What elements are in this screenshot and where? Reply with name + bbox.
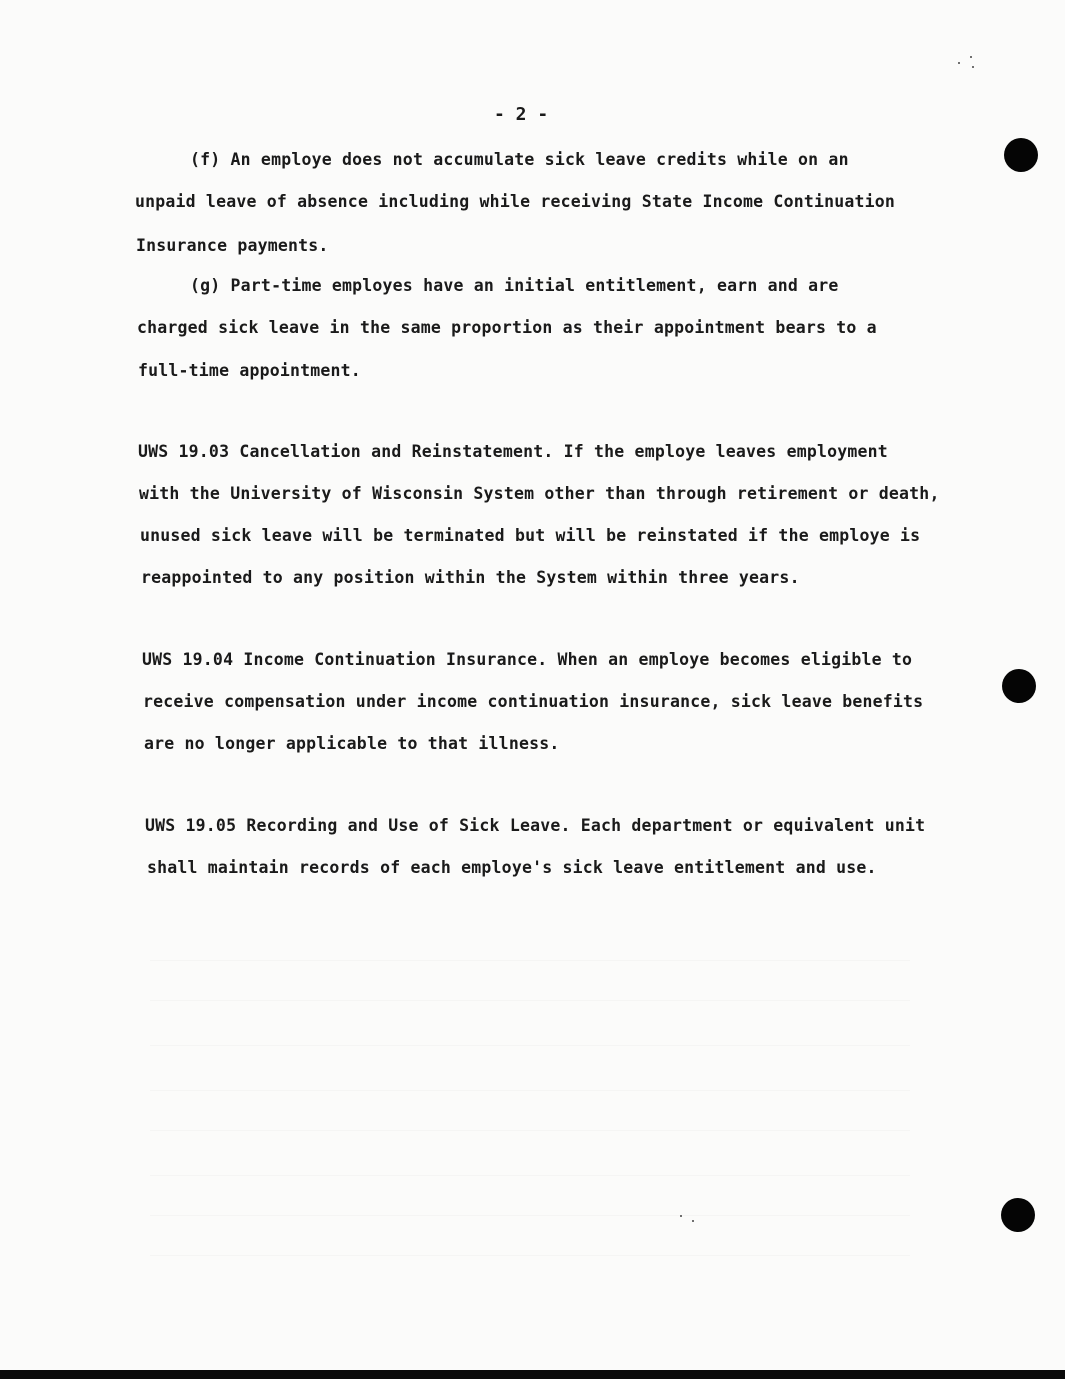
paragraph-line: are no longer applicable to that illness. xyxy=(144,734,560,753)
paragraph-line: with the University of Wisconsin System other than through retirement or death, xyxy=(139,484,940,503)
paragraph-line: (g) Part-time employes have an initial entitlement, earn and are xyxy=(190,276,839,295)
scan-bottom-edge xyxy=(0,1370,1065,1379)
paragraph-line: shall maintain records of each employe's sick leave entitlement and use. xyxy=(147,858,877,877)
punch-hole xyxy=(1002,669,1036,703)
scan-speck xyxy=(970,56,972,58)
bleed-through xyxy=(150,1215,910,1216)
paragraph-line: charged sick leave in the same proportion as their appointment bears to a xyxy=(137,318,877,337)
scan-speck xyxy=(972,66,974,68)
bleed-through xyxy=(150,1045,910,1046)
punch-hole xyxy=(1004,138,1038,172)
paragraph-line: unpaid leave of absence including while receiving State Income Continuation xyxy=(135,192,896,211)
paragraph-line: receive compensation under income continuation insurance, sick leave benefits xyxy=(143,692,924,711)
paragraph-line: Insurance payments. xyxy=(136,236,329,255)
bleed-through xyxy=(150,1000,910,1001)
section-heading-line: UWS 19.05 Recording and Use of Sick Leave. Each department or equivalent unit xyxy=(145,816,926,835)
bleed-through xyxy=(150,1090,910,1091)
bleed-through xyxy=(150,960,910,961)
bleed-through xyxy=(150,1130,910,1131)
section-heading-line: UWS 19.04 Income Continuation Insurance. When an employe becomes eligible to xyxy=(142,650,913,669)
section-heading-line: UWS 19.03 Cancellation and Reinstatement. If the employe leaves employment xyxy=(138,442,888,461)
bleed-through xyxy=(150,1255,910,1256)
paragraph-line: reappointed to any position within the System within three years. xyxy=(141,568,800,587)
scan-speck xyxy=(680,1215,682,1217)
paragraph-line: unused sick leave will be terminated but will be reinstated if the employe is xyxy=(140,526,921,545)
scan-speck xyxy=(692,1220,694,1222)
paragraph-line: full-time appointment. xyxy=(138,361,361,380)
paragraph-line: (f) An employe does not accumulate sick leave credits while on an xyxy=(190,150,849,169)
punch-hole xyxy=(1001,1198,1035,1232)
bleed-through xyxy=(150,1175,910,1176)
scan-speck xyxy=(958,62,960,64)
page-number: - 2 - xyxy=(494,104,549,125)
